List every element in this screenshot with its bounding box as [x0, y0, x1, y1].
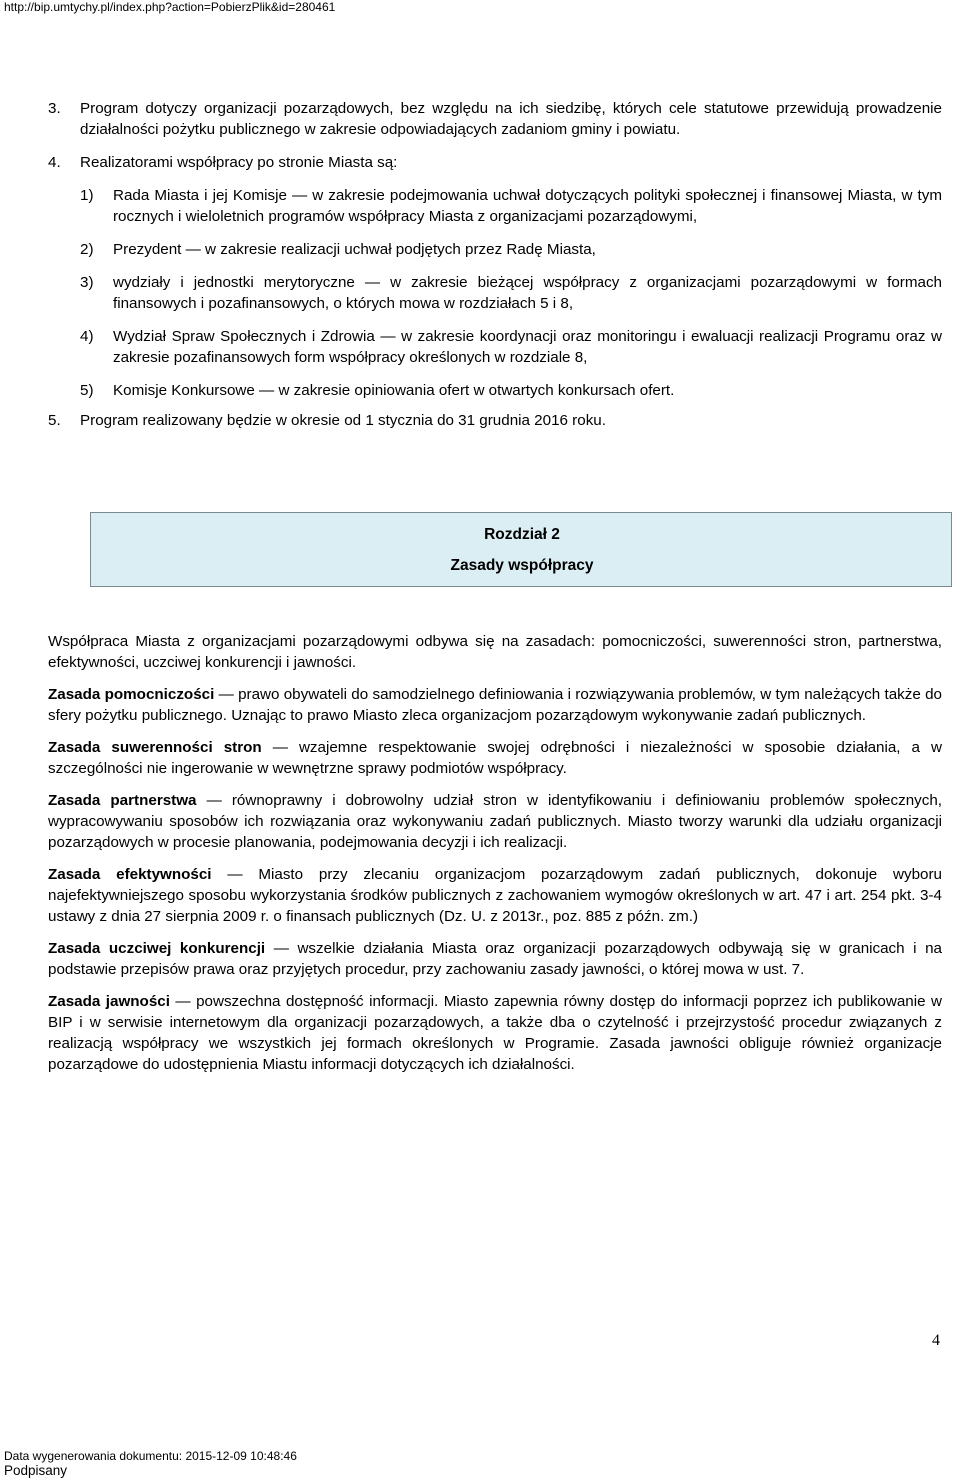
item-text: Program realizowany będzie w okresie od 1 stycznia do 31 grudnia 2016 roku. [80, 412, 606, 429]
sub-item-text: w zakresie bieżącej współpracy z organizacjami pozarządowymi w formach finansowych i pozafinansowych, o których mowa w rozdziałach 5 i 8, [113, 274, 942, 312]
source-url: http://bip.umtychy.pl/index.php?action=PobierzPlik&id=280461 [4, 0, 336, 14]
sub-item-lead: Prezydent [113, 241, 182, 258]
sub-item-lead: Wydział Spraw Społecznych i Zdrowia [113, 328, 375, 345]
list-item-5 [48, 410, 942, 431]
document-footer [4, 1450, 297, 1479]
principle-text: Miasto przy zlecaniu organizacjom pozarządowym zadań publicznych, dokonuje wyboru najefektywniejszego sposobu wykorzystania środków publicznych z zachowaniem wymogów określonych w art. 47 i art. 254 pkt. 3-4 ustawy z dnia 27 sierpnia 2009 r. o finansach publicznych (Dz. U. z 2013r., poz. 885 z późn. zm.) [48, 866, 942, 925]
dash: — [272, 739, 288, 756]
principle-title: Zasada jawności [48, 993, 170, 1010]
sub-item-lead: wydziały i jednostki merytoryczne [113, 274, 355, 291]
signed-label: Podpisany [4, 1463, 68, 1478]
principle-transparency [48, 991, 942, 1075]
sub-item-text: w zakresie realizacji uchwał podjętych przez Radę Miasta, [205, 241, 596, 258]
principle-text: wzajemne respektowanie swojej odrębności i niezależności w sposobie działania, a w szczególności nie ingerowanie w wewnętrzne sprawy podmiotów współpracy. [48, 739, 942, 777]
dash: — [259, 382, 275, 399]
item-number: 5. [48, 412, 61, 429]
principle-text: równoprawny i dobrowolny udział stron w identyfikowaniu i definiowaniu problemów społecznych, wypracowywaniu sposobów ich rozwiązania oraz wykonywaniu zadań publicznych. Miasto tworzy warunki dla udziału organizacji pozarządowych w procesie planowania, podejmowania decyzji i ich realizacji. [48, 792, 942, 851]
sub-item-5 [48, 380, 942, 401]
dash: — [227, 866, 243, 883]
generation-date: Data wygenerowania dokumentu: 2015-12-09 10:48:46 [4, 1449, 297, 1463]
dash: — [380, 328, 396, 345]
chapter-title: Rozdział 2 [484, 526, 560, 543]
dash: — [175, 993, 191, 1010]
page-number: 4 [932, 1332, 940, 1349]
principle-title: Zasada pomocniczości [48, 686, 215, 703]
sub-item-text: w zakresie koordynacji oraz monitoringu i ewaluacji realizacji Programu oraz w zakresie pozafinansowych form współpracy określonych w rozdziale 8, [113, 328, 942, 366]
sub-item-number: 1) [80, 187, 94, 204]
principle-title: Zasada uczciwej konkurencji [48, 940, 266, 957]
principle-title: Zasada efektywności [48, 866, 212, 883]
principle-fair-competition [48, 938, 942, 980]
dash: — [364, 274, 381, 291]
sub-item-number: 4) [80, 328, 94, 345]
chapter-subtitle: Zasady współpracy [450, 557, 594, 574]
sub-item-text: w zakresie podejmowania uchwał dotyczących polityki społecznej i finansowej Miasta, w tym rocznych i wieloletnich programów współpracy Miasta z organizacjami pozarządowymi, [113, 187, 942, 225]
dash: — [218, 686, 234, 703]
sub-item-2 [48, 239, 942, 260]
principle-partnership [48, 790, 942, 853]
list-item-3 [48, 98, 942, 140]
sub-item-lead: Rada Miasta i jej Komisje [113, 187, 287, 204]
item-text: Realizatorami współpracy po stronie Miasta są: [80, 154, 398, 171]
principle-efficiency [48, 864, 942, 927]
list-item-4 [48, 152, 942, 173]
dash: — [185, 241, 201, 258]
sub-item-number: 5) [80, 382, 94, 399]
principle-text: wszelkie działania Miasta oraz organizacji pozarządowych odbywają się w granicach i na podstawie przepisów prawa oraz przyjętych procedur, przy zachowaniu zasady jawności, o której mowa w ust. 7. [48, 940, 942, 978]
sub-item-text: w zakresie opiniowania ofert w otwartych konkursach ofert. [278, 382, 675, 399]
principle-title: Zasada suwerenności stron [48, 739, 262, 756]
item-number: 4. [48, 154, 61, 171]
sub-item-4 [48, 326, 942, 368]
sub-item-3 [48, 272, 942, 314]
dash: — [291, 187, 308, 204]
item-text: Program dotyczy organizacji pozarządowych, bez względu na ich siedzibę, których cele statutowe przewidują prowadzenie działalności pożytku publicznego w zakresie odpowiadających zadaniom gminy i powiatu. [80, 100, 942, 138]
principle-title: Zasada partnerstwa [48, 792, 197, 809]
principle-text: powszechna dostępność informacji. Miasto zapewnia równy dostęp do informacji poprzez ich publikowanie w BIP i w serwisie internetowym dla organizacji pozarządowych, a także dba o czytelność i przejrzystość procedur związanych z realizacją współpracy we wszystkich jej formach określonych w Programie. Zasada jawności obliguje również organizacje pozarządowe do udostępnienia Miastu informacji dotyczących ich działalności. [48, 993, 942, 1073]
dash: — [206, 792, 222, 809]
item-number: 3. [48, 100, 61, 117]
principles-section [48, 631, 942, 1086]
program-scope-section [48, 98, 942, 431]
principle-subsidiarity [48, 684, 942, 726]
chapter-heading-box [90, 512, 952, 587]
sub-item-1 [48, 185, 942, 227]
principles-intro: Współpraca Miasta z organizacjami pozarządowymi odbywa się na zasadach: pomocniczości, suwerenności stron, partnerstwa, efektywności, uczciwej konkurencji i jawności. [48, 633, 942, 671]
sub-item-number: 2) [80, 241, 94, 258]
sub-item-lead: Komisje Konkursowe [113, 382, 255, 399]
dash: — [273, 940, 289, 957]
principle-text: prawo obywateli do samodzielnego definiowania i rozwiązywania problemów, w tym należących także do sfery pożytku publicznego. Uznając to prawo Miasto zleca organizacjom pozarządowym wykonywanie zadań publicznych. [48, 686, 942, 724]
principle-sovereignty [48, 737, 942, 779]
sub-item-number: 3) [80, 274, 94, 291]
